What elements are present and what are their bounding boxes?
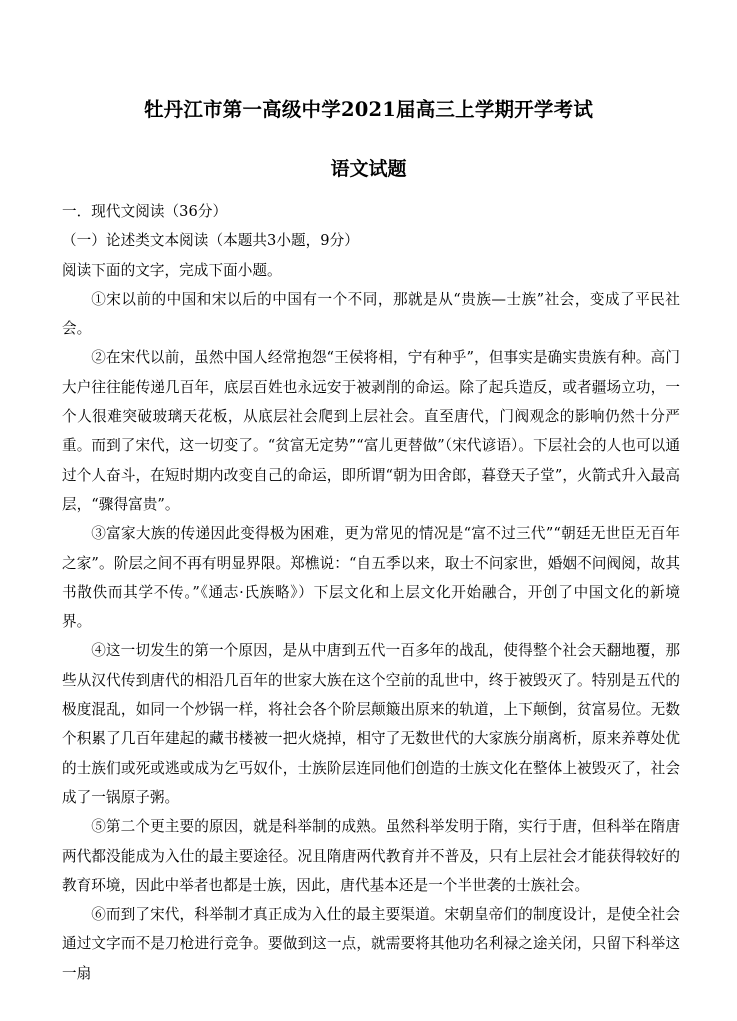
reading-instruction: 阅读下面的文字，完成下面小题。 <box>62 261 282 279</box>
paragraph-2: ②在宋代以前，虽然中国人经常抱怨“王侯将相，宁有种乎”，但事实是确实贵族有种。高门大户往往能传递几百年，底层百姓也永远安于被剥削的命运。除了起兵造反，或者疆场立功，一个人很难突破玻璃天花板，从底层社会爬到上层社会。直至唐代，门阀观念的影响仍然十分严重。而到了宋代，这一切变了。“贫富无定势”“富儿更替做”（宋代谚语）。下层社会的人也可以通过个人奋斗，在短时期内改变自己的命运，即所谓“朝为田舍郎，暮登天子堂”，火箭式升入最高层，“骤得富贵”。 <box>62 349 680 513</box>
paragraph-1: ①宋以前的中国和宋以后的中国有一个不同，那就是从“贵族—士族”社会，变成了平民社会。 <box>62 290 680 338</box>
subsection-heading: （一）论述类文本阅读（本题共3小题，9分） <box>62 232 359 250</box>
document-title: 牡丹江市第一高级中学2021届高三上学期开学考试 <box>143 98 594 121</box>
document-body <box>62 197 680 988</box>
paragraph-4: ④这一切发生的第一个原因，是从中唐到五代一百多年的战乱，使得整个社会天翻地覆，那些从汉代传到唐代的相沿几百年的世家大族在这个空前的乱世中，终于被毁灭了。特别是五代的极度混乱，如同一个炒锅一样，将社会各个阶层颠簸出原来的轨道，上下颠倒，贫富易位。无数个积累了几百年建起的藏书楼被一把火烧掉，相守了无数世代的大家族分崩离析，原来养尊处优的士族们或死或逃或成为乞丐奴仆，士族阶层连同他们创造的士族文化在整体上被毁灭了，社会成了一锅原子粥。 <box>62 642 680 806</box>
paragraph-6: ⑥而到了宋代，科举制才真正成为入仕的最主要渠道。宋朝皇帝们的制度设计，是使全社会通过文字而不是刀枪进行竞争。要做到这一点，就需要将其他功名利禄之途关闭，只留下科举这一扇 <box>62 906 680 982</box>
paragraph-5: ⑤第二个更主要的原因，就是科举制的成熟。虽然科举发明于隋，实行于唐，但科举在隋唐两代都没能成为入仕的最主要途径。况且隋唐两代教育并不普及，只有上层社会才能获得较好的教育环境，因此中举者也都是士族，因此，唐代基本还是一个半世袭的士族社会。 <box>62 818 680 894</box>
section-heading: 一．现代文阅读（36分） <box>62 203 228 220</box>
document-subtitle: 语文试题 <box>330 158 407 180</box>
paragraph-3: ③富家大族的传递因此变得极为困难，更为常见的情况是“富不过三代”“朝廷无世臣无百年之家”。阶层之间不再有明显界限。郑樵说：“自五季以来，取士不问家世，婚姻不问阀阅，故其书散佚而其学不传。”《通志·氏族略》）下层文化和上层文化开始融合，开创了中国文化的新境界。 <box>62 525 680 631</box>
